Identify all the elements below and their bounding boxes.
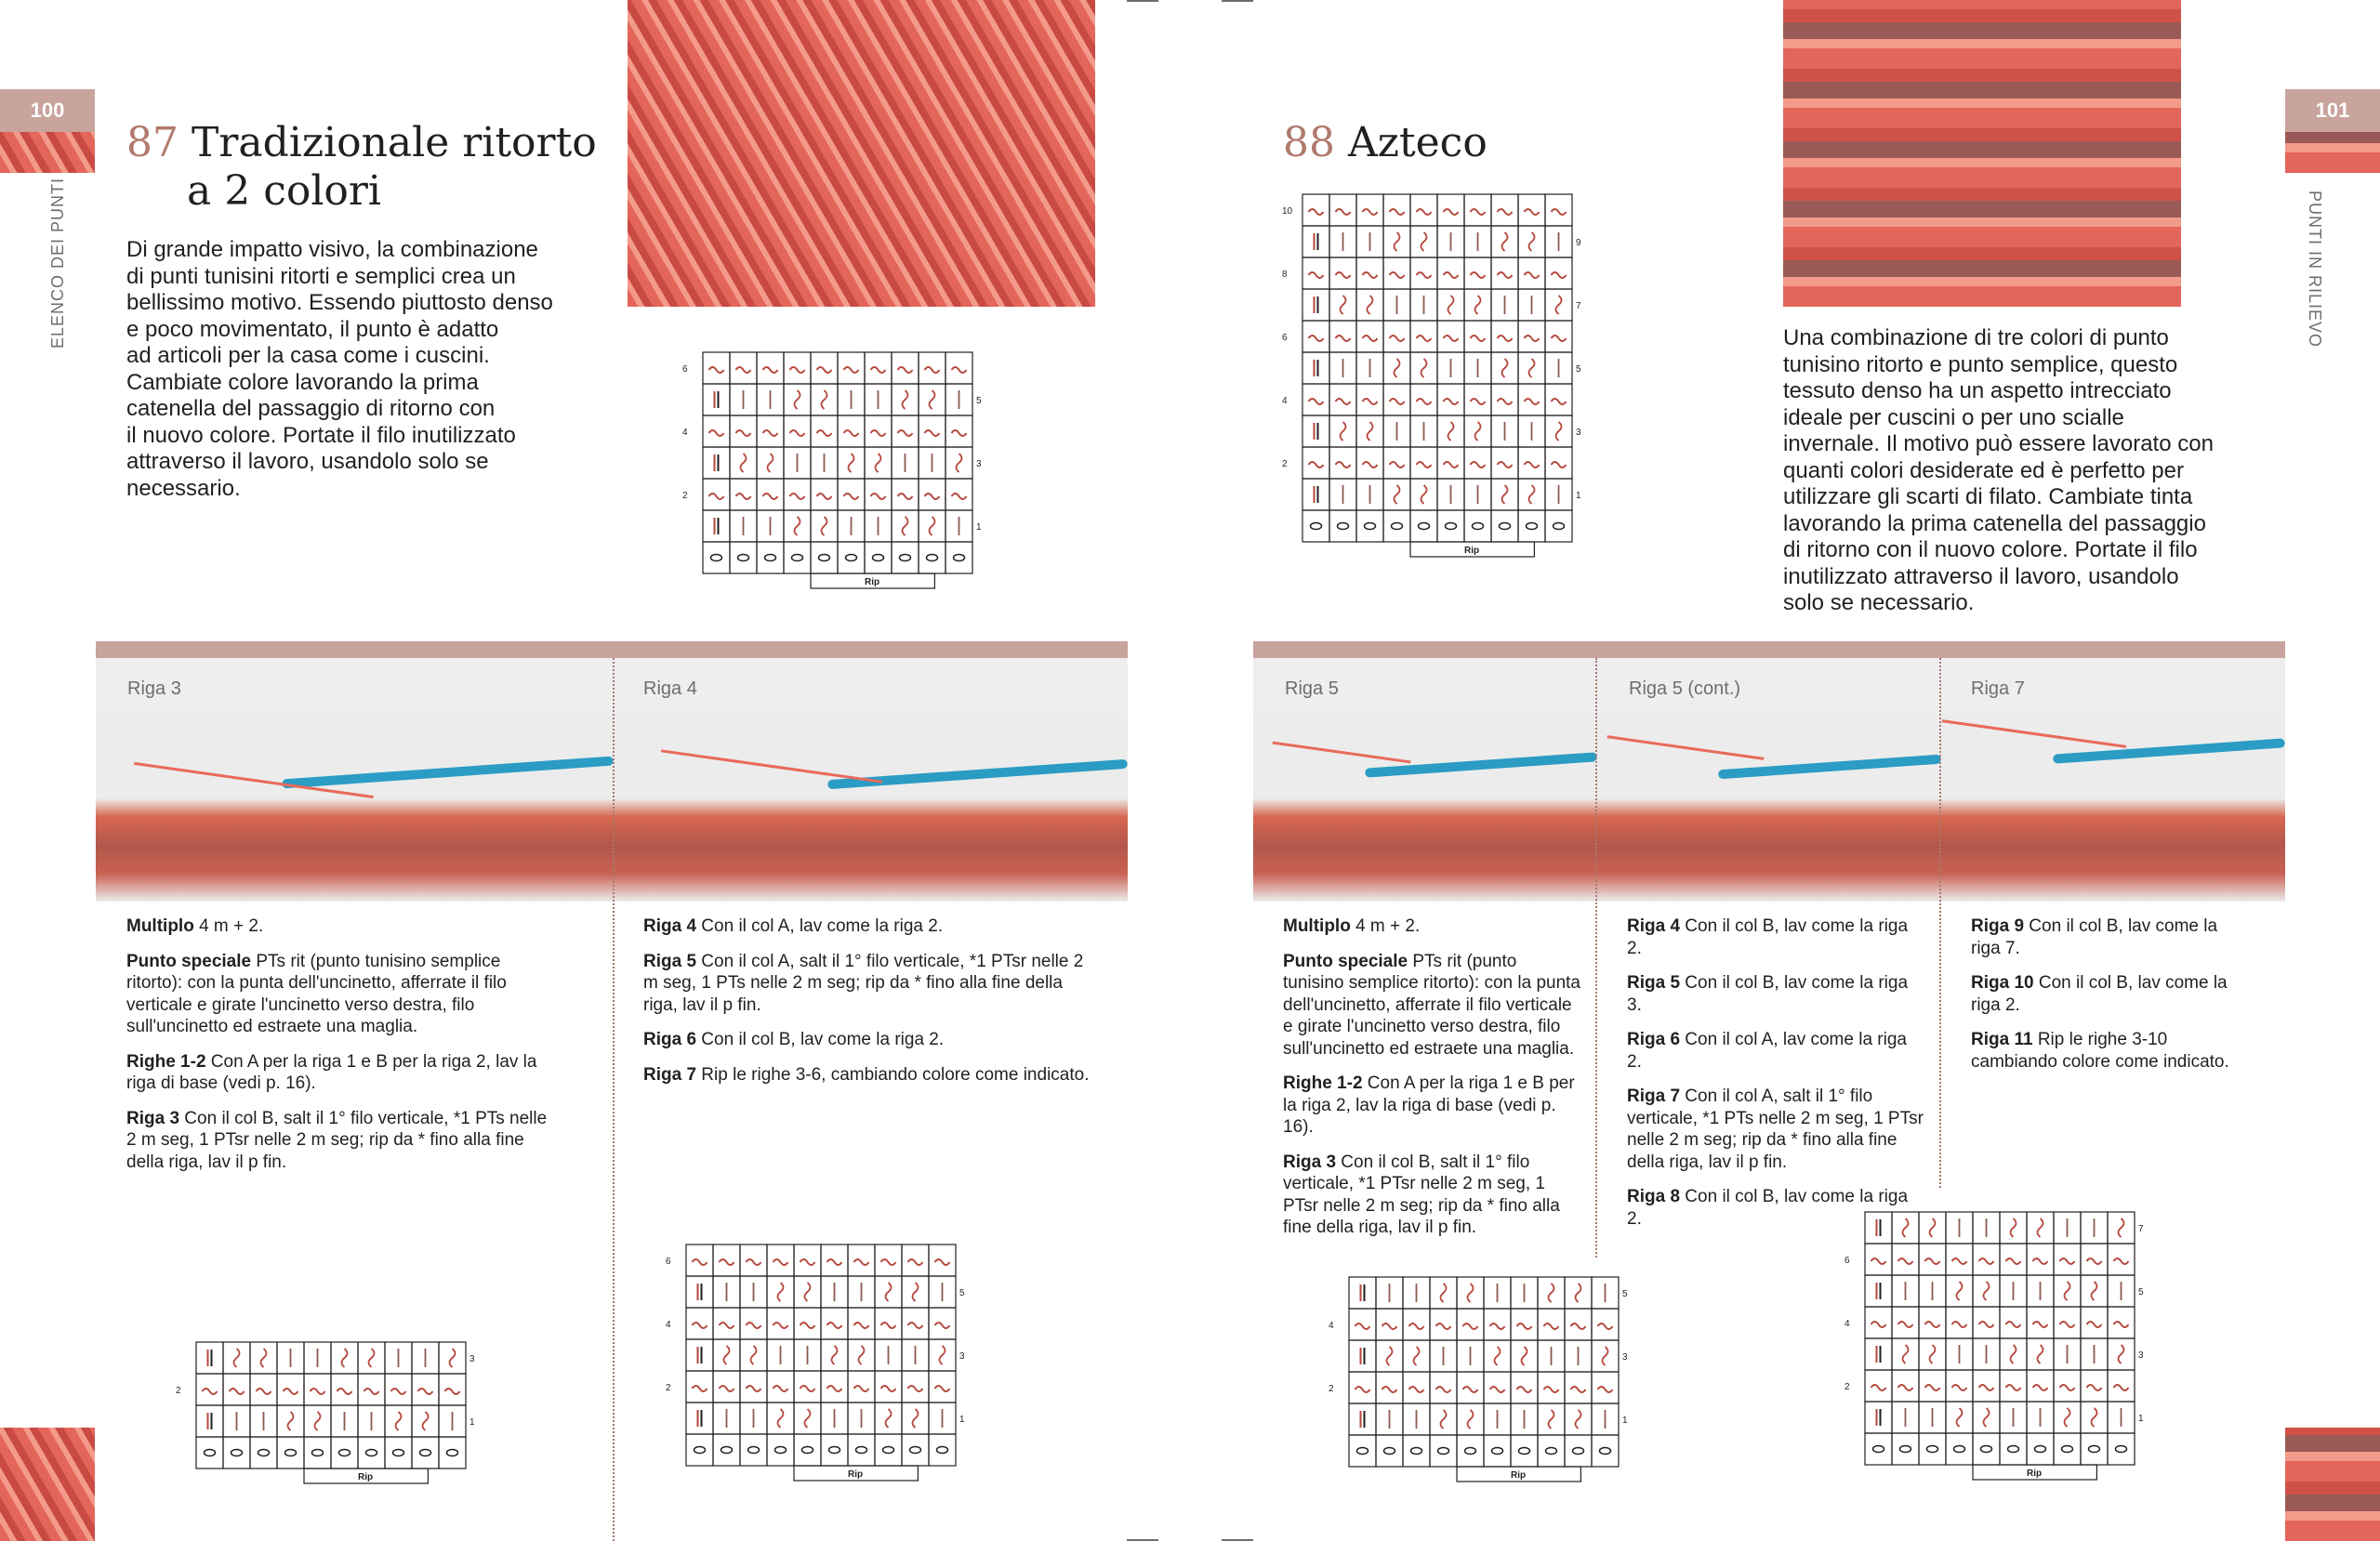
column-divider-left xyxy=(613,658,615,1541)
corner-swatch-left xyxy=(0,1428,95,1541)
intro-line: inutilizzato attraverso il lavoro, usandolo xyxy=(1783,563,2179,589)
intro-line: tunisino ritorto e punto semplice, questo xyxy=(1783,351,2178,377)
stitch-chart-87-rows-1-6 xyxy=(662,1241,1034,1492)
chart-row-number: 5 xyxy=(1576,364,1581,375)
instructions-87-col2: Riga 4 Con il col A, lav come la riga 2. Riga 5 Con il col A, salt il 1° filo verticale, *1 PTsr nelle 2 m seg, 1 PTs nelle 2 m seg; rip da * fino alla fine della riga, lav il p fin. Riga 6 Con il col B, lav come la riga 2. Riga 7 Rip le righe 3-6, cambiando colore come indicato. xyxy=(643,916,1090,1085)
photo-image xyxy=(1253,714,1597,902)
chart-row-number: 6 xyxy=(682,364,688,375)
chart-row-number: 2 xyxy=(666,1383,671,1393)
chart-row-number: 2 xyxy=(1282,459,1288,469)
section-label-right: PUNTI IN RILIEVO xyxy=(2306,191,2324,349)
photo-image xyxy=(614,714,1128,902)
chart-row-number: 6 xyxy=(1282,333,1288,343)
stitch-chart-88 xyxy=(1278,191,1650,581)
section-band-left xyxy=(96,641,1128,658)
intro-line: ideale per cuscini o per uno scialle xyxy=(1783,404,2124,430)
intro-line: Cambiate colore lavorando la prima xyxy=(126,369,479,395)
intro-line: solo se necessario. xyxy=(1783,590,1975,615)
intro-line: tessuto denso ha un aspetto intrecciato xyxy=(1783,378,2172,403)
chart-repeat-label: Rip xyxy=(848,1469,864,1480)
stitch-chart-88-rows-1-7 xyxy=(1841,1208,2213,1529)
fabric-photo-88 xyxy=(1783,0,2181,307)
chart-row-number: 4 xyxy=(682,428,688,438)
crop-mark xyxy=(1127,0,1158,2)
step-photo-riga-5 xyxy=(1253,658,1597,902)
step-photo-riga-7 xyxy=(1941,658,2285,902)
chart-repeat-label: Rip xyxy=(865,577,880,587)
chart-row-number: 4 xyxy=(1844,1319,1850,1329)
intro-line: ad articoli per la casa come i cuscini. xyxy=(126,343,490,368)
intro-line: di ritorno con il nuovo colore. Portate il filo xyxy=(1783,537,2198,562)
chart-row-number: 4 xyxy=(666,1320,671,1330)
step-label: Riga 5 (cont.) xyxy=(1629,678,1741,699)
chart-repeat-label: Rip xyxy=(358,1472,374,1482)
chart-row-number: 7 xyxy=(1576,301,1581,311)
stitch-title-87 xyxy=(126,119,597,216)
chart-row-number: 5 xyxy=(959,1288,965,1298)
chart-row-number: 3 xyxy=(1622,1352,1628,1363)
intro-line: catenella del passaggio di ritorno con xyxy=(126,396,496,421)
intro-line: Di grande impatto visivo, la combinazione xyxy=(126,237,538,262)
intro-line: lavorando la prima catenella del passaggio xyxy=(1783,510,2206,536)
page-number-left: 100 xyxy=(0,89,95,132)
step-label: Riga 7 xyxy=(1971,678,2025,699)
chart-row-number: 5 xyxy=(1622,1289,1628,1299)
title-text: Azteco xyxy=(1348,119,1488,166)
intro-line: quanti colori desiderate ed è perfetto per xyxy=(1783,457,2184,483)
stitch-number: 87 xyxy=(126,119,178,166)
chart-row-number: 1 xyxy=(469,1417,475,1428)
crop-mark xyxy=(1222,0,1253,2)
chart-row-number: 1 xyxy=(959,1415,965,1425)
intro-right xyxy=(1783,325,2304,617)
chart-row-number: 6 xyxy=(666,1257,671,1267)
chart-row-number: 1 xyxy=(1622,1416,1628,1426)
chart-row-number: 6 xyxy=(1844,1256,1850,1266)
chart-row-number: 4 xyxy=(1282,396,1288,406)
title-line-2: a 2 colori xyxy=(187,167,381,215)
chart-repeat-label: Rip xyxy=(1511,1470,1527,1481)
step-photo-riga-4 xyxy=(614,658,1128,902)
intro-line: Una combinazione di tre colori di punto xyxy=(1783,325,2169,350)
intro-line: il nuovo colore. Portate il filo inutilizzato xyxy=(126,422,516,448)
chart-row-number: 10 xyxy=(1282,206,1293,217)
step-label: Riga 3 xyxy=(127,678,181,699)
chart-row-number: 3 xyxy=(959,1351,965,1362)
instructions-88-col2: Riga 4 Con il col B, lav come la riga 2. Riga 5 Con il col B, lav come la riga 3. Riga 6 Con il col A, lav come la riga 2. Riga 7 Con il col A, salt il 1° filo verticale, *1 PTs nelle 2 m seg, 1 PTsr nelle 2 m seg; rip da * fino alla fine della riga, lav il p fin. Riga 8 Con il col B, lav come la riga 2. xyxy=(1627,916,1924,1229)
column-divider xyxy=(1595,658,1597,1258)
section-label-left: ELENCO DEI PUNTI xyxy=(48,177,67,349)
chart-row-number: 3 xyxy=(976,459,982,469)
chart-repeat-label: Rip xyxy=(2027,1469,2043,1479)
intro-line: invernale. Il motivo può essere lavorato con xyxy=(1783,431,2214,456)
stitch-chart-87 xyxy=(679,349,1051,595)
chart-row-number: 1 xyxy=(1576,491,1581,501)
page-tab-swatch-right xyxy=(2285,132,2380,173)
intro-line: utilizzare gli scarti di filato. Cambiate tinta xyxy=(1783,484,2193,509)
corner-swatch-right xyxy=(2285,1428,2380,1541)
intro-line: necessario. xyxy=(126,475,241,501)
chart-row-number: 2 xyxy=(682,491,688,501)
step-label: Riga 5 xyxy=(1285,678,1339,699)
title-line-1: Tradizionale ritorto xyxy=(192,119,597,166)
page-tab-swatch-left xyxy=(0,132,95,173)
chart-row-number: 7 xyxy=(2138,1224,2144,1234)
chart-row-number: 3 xyxy=(1576,428,1581,438)
chart-row-number: 2 xyxy=(1844,1382,1850,1392)
chart-row-number: 1 xyxy=(976,522,982,533)
chart-row-number: 1 xyxy=(2138,1414,2144,1424)
chart-row-number: 3 xyxy=(469,1354,475,1364)
chart-row-number: 5 xyxy=(976,396,982,406)
intro-line: e poco movimentato, il punto è adatto xyxy=(126,316,499,342)
step-label: Riga 4 xyxy=(643,678,697,699)
page-number-right: 101 xyxy=(2285,89,2380,132)
intro-line: bellissimo motivo. Essendo piuttosto denso xyxy=(126,290,553,315)
fabric-photo-87 xyxy=(628,0,1095,307)
instructions-88-col1: Multiplo 4 m + 2. Punto speciale PTs rit (punto tunisino semplice ritorto): con la punta dell'uncinetto, afferrate il filo verticale e girate l'uncinetto verso destra, filo sull'uncinetto ed estraete una maglia. Righe 1-2 Con A per la riga 1 e B per la riga 2, lav la riga di base (vedi p. 16). Riga 3 Con il col B, salt il 1° filo verticale, *1 PTsr nelle 2 m seg, 1 PTsr nelle 2 m seg; rip da * fino alla fine della riga, lav il p fin. xyxy=(1283,916,1580,1237)
stitch-number: 88 xyxy=(1283,119,1335,166)
chart-row-number: 4 xyxy=(1329,1321,1334,1331)
instructions-87-col1: Multiplo 4 m + 2. Punto speciale PTs rit (punto tunisino semplice ritorto): con la punta dell'uncinetto, afferrate il filo verticale e girate l'uncinetto verso destra, filo sull'uncinetto ed estraete una maglia. Righe 1-2 Con A per la riga 1 e B per la riga 2, lav la riga di base (vedi p. 16). Riga 3 Con il col B, salt il 1° filo verticale, *1 PTs nelle 2 m seg, 1 PTsr nelle 2 m seg; rip da * fino alla fine della riga, lav il p fin. xyxy=(126,916,548,1172)
intro-line: di punti tunisini ritorti e semplici crea un xyxy=(126,263,516,289)
stitch-chart-87-rows-1-3 xyxy=(172,1338,544,1496)
stitch-title-88 xyxy=(1283,119,1488,167)
column-divider xyxy=(1939,658,1941,1188)
section-band-right xyxy=(1253,641,2285,658)
intro-line: attraverso il lavoro, usandolo solo se xyxy=(126,449,489,474)
step-photo-riga-3 xyxy=(96,658,614,902)
chart-row-number: 3 xyxy=(2138,1350,2144,1361)
chart-row-number: 2 xyxy=(176,1386,181,1396)
stitch-chart-88-rows-1-5 xyxy=(1325,1273,1697,1524)
step-photo-riga-5-cont xyxy=(1597,658,1941,902)
chart-row-number: 2 xyxy=(1329,1384,1334,1394)
intro-left xyxy=(126,237,610,502)
chart-row-number: 8 xyxy=(1282,270,1288,280)
photo-image xyxy=(96,714,614,902)
instructions-88-col3: Riga 9 Con il col B, lav come la riga 7. Riga 10 Con il col B, lav come la riga 2. Riga 11 Rip le righe 3-10 cambiando colore come indicato. xyxy=(1971,916,2229,1072)
chart-row-number: 5 xyxy=(2138,1287,2144,1297)
chart-repeat-label: Rip xyxy=(1464,546,1480,556)
chart-row-number: 9 xyxy=(1576,238,1581,248)
